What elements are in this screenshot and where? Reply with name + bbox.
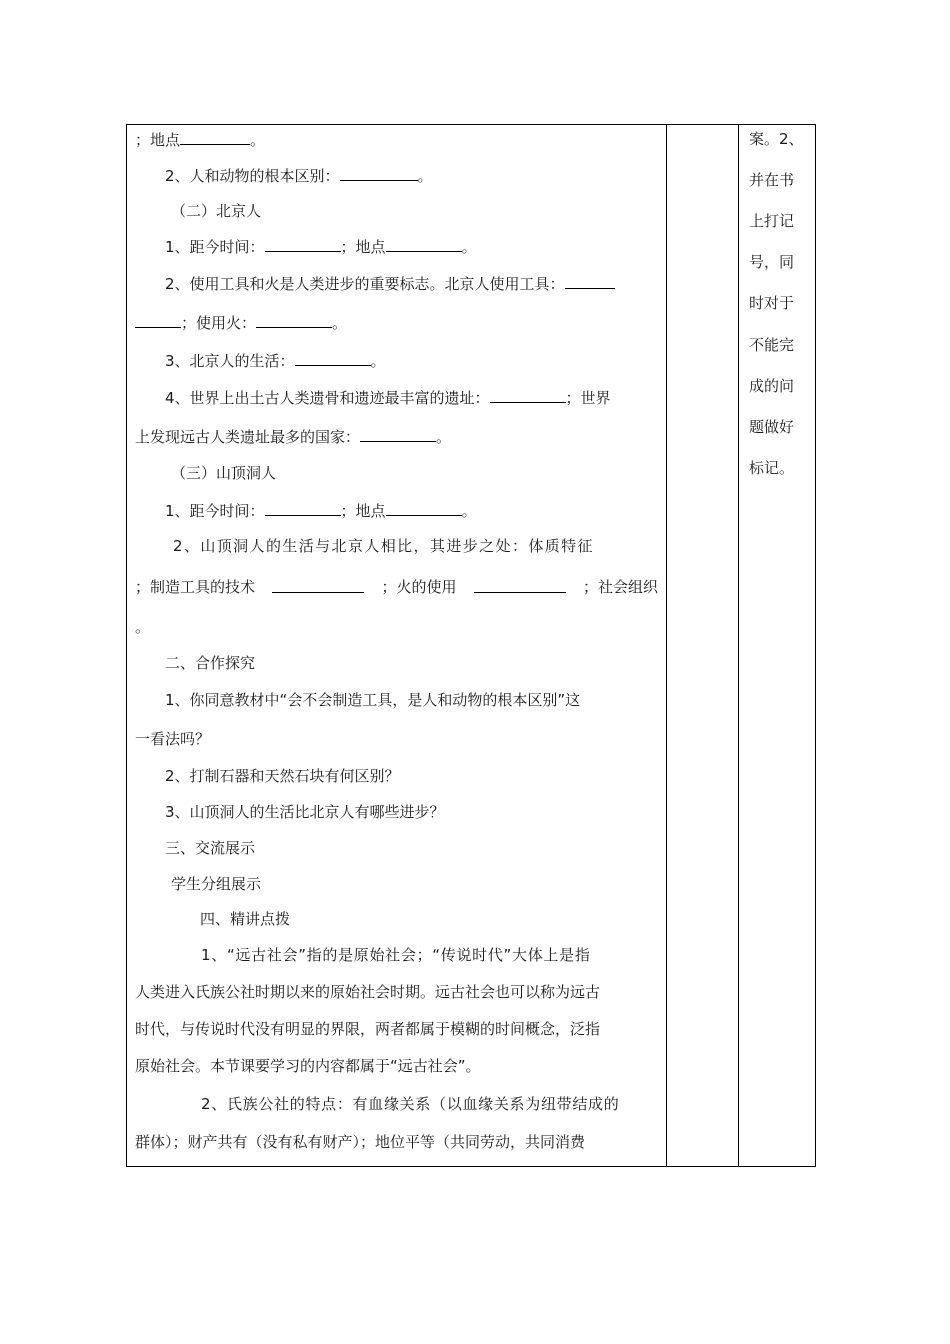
note-line: 号，同: [749, 253, 795, 271]
text-line: 2、使用工具和火是人类进步的重要标志。北京人使用工具：: [165, 273, 615, 294]
text-line: 1、“远古社会”指的是原始社会；“传说时代”大体上是指: [201, 946, 591, 964]
note-line: 不能完: [749, 336, 795, 354]
note-line: 上打记: [749, 212, 795, 230]
text-line: 3、山顶洞人的生活比北京人有哪些进步？: [165, 803, 445, 821]
fill-blank[interactable]: [180, 129, 250, 145]
text-line: 群体）；财产共有（没有私有财产）；地位平等（共同劳动，共同消费: [135, 1133, 586, 1151]
text-line: 4、世界上出土古人类遗骨和遗迹最丰富的遗址： ；世界: [165, 389, 611, 407]
fill-blank[interactable]: [272, 577, 364, 593]
fill-blank[interactable]: [265, 236, 341, 252]
fill-blank[interactable]: [256, 312, 332, 328]
text-line: 人类进入氏族公社时期以来的原始社会时期。远古社会也可以称为远古: [135, 983, 601, 1001]
section-heading: 二、合作探究: [165, 654, 256, 672]
note-line: 并在书: [749, 171, 795, 189]
text-line: ；使用火： 。: [135, 312, 347, 333]
fill-blank[interactable]: [490, 387, 566, 403]
note-line: 标记。: [749, 459, 795, 477]
fill-blank[interactable]: [295, 350, 371, 366]
section-heading: 四、精讲点拨: [200, 910, 291, 928]
text-line: 。: [135, 618, 151, 636]
text-line: 2、人和动物的根本区别： 。: [165, 167, 433, 185]
text-line: 3、北京人的生活： 。: [165, 352, 386, 370]
note-line: 题做好: [749, 418, 795, 436]
fill-blank[interactable]: [565, 273, 615, 289]
section-heading: （三）山顶洞人: [171, 464, 277, 482]
text-line: 1、距今时间： ；地点 。: [165, 502, 477, 520]
fill-blank[interactable]: [265, 500, 341, 516]
text-line: ；制造工具的技术 ；火的使用 ；社会组织: [135, 578, 658, 596]
text-line: 1、你同意教材中“会不会制造工具，是人和动物的根本区别”这: [165, 691, 581, 709]
note-line: 时对于: [749, 294, 795, 312]
note-line: 案。2、: [749, 130, 804, 148]
text-line: 学生分组展示: [171, 875, 262, 893]
text-line: 2、山顶洞人的生活与北京人相比，其进步之处：体质特征: [173, 537, 594, 555]
text-line: 2、氏族公社的特点：有血缘关系（以血缘关系为纽带结成的: [201, 1095, 620, 1113]
main-content-cell: [127, 125, 667, 1166]
lesson-table: [126, 124, 816, 1167]
text-line: 2、打制石器和天然石块有何区别？: [165, 767, 400, 785]
fill-blank[interactable]: [386, 236, 462, 252]
section-heading: 三、交流展示: [165, 839, 256, 857]
text-line: 一看法吗？: [135, 730, 211, 748]
text-line: ；地点 。: [135, 131, 266, 149]
fill-blank[interactable]: [135, 312, 181, 328]
text-line: 时代，与传说时代没有明显的界限，两者都属于模糊的时间概念，泛指: [135, 1020, 601, 1038]
side-notes-cell: [739, 125, 815, 1166]
fill-blank[interactable]: [340, 165, 418, 181]
note-line: 成的问: [749, 377, 795, 395]
text-line: 1、距今时间： ；地点 。: [165, 238, 477, 256]
fill-blank[interactable]: [474, 577, 566, 593]
text-line: 上发现远古人类遗址最多的国家： 。: [135, 428, 452, 446]
fill-blank[interactable]: [386, 500, 462, 516]
fill-blank[interactable]: [360, 426, 436, 442]
text-line: 原始社会。本节课要学习的内容都属于“远古社会”。: [135, 1057, 481, 1075]
section-heading: （二）北京人: [171, 202, 262, 220]
